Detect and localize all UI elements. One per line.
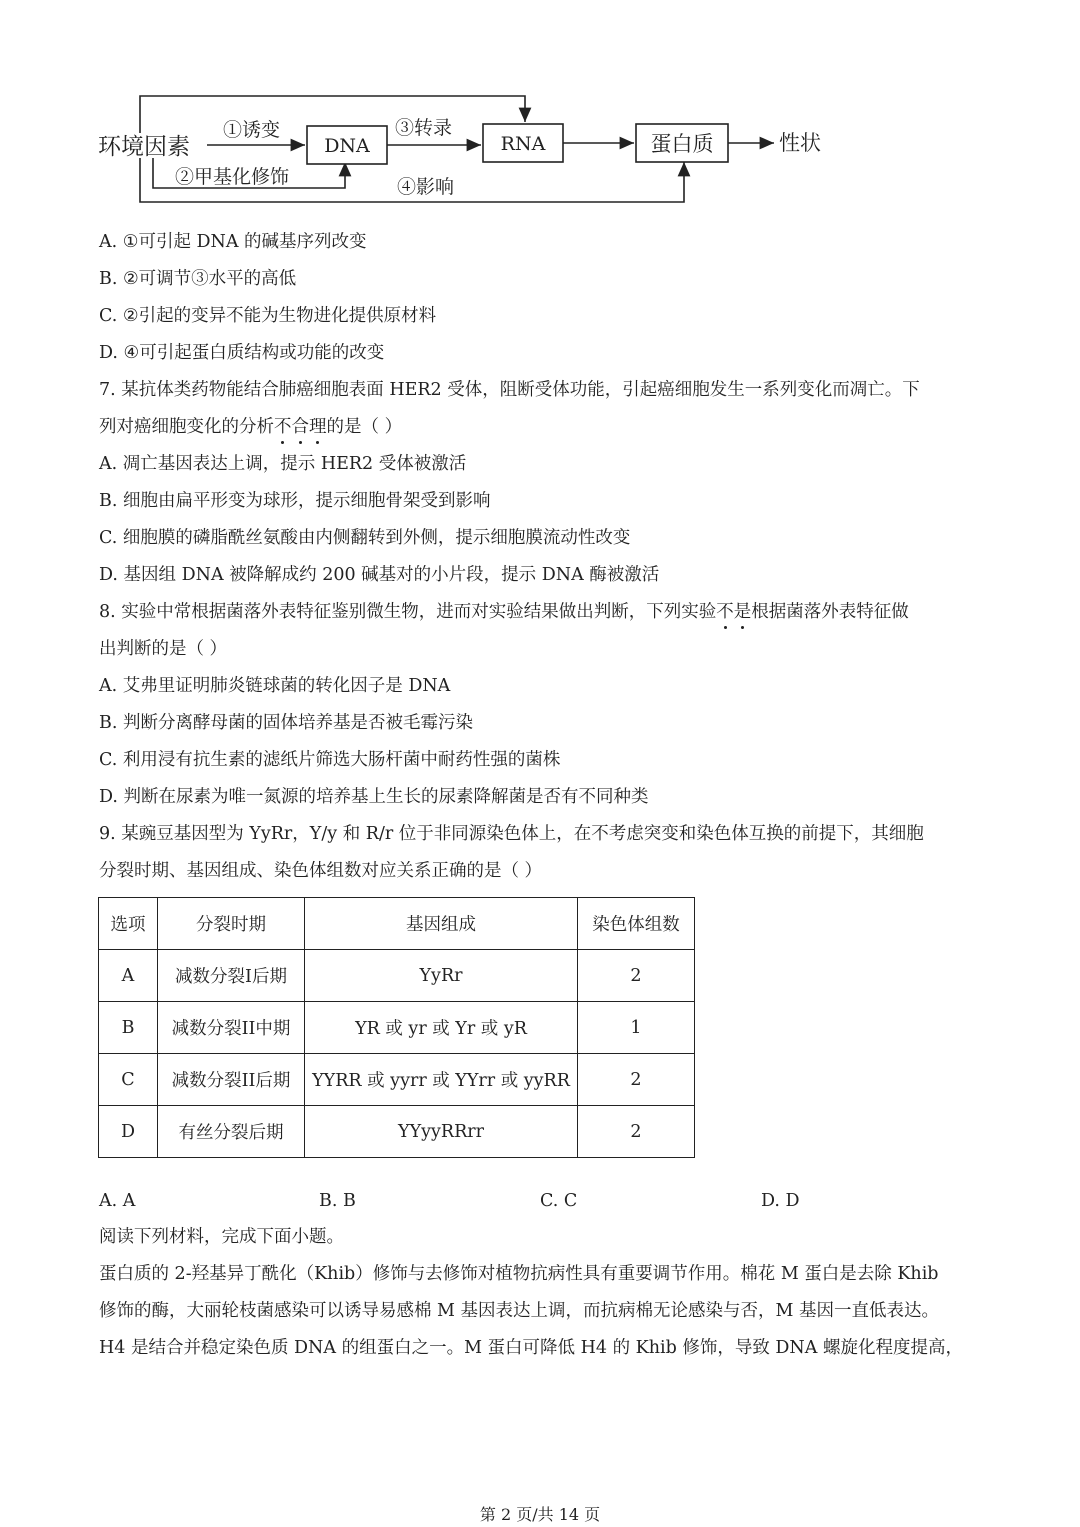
q8-stem-line1 xyxy=(99,600,909,624)
table-cell: 2 xyxy=(578,1054,695,1106)
q8-option-b: B. 判断分离酵母菌的固体培养基是否被毛霉污染 xyxy=(99,713,473,733)
q8-stem-post: 根据菌落外表特征做 xyxy=(751,602,909,622)
q8-option-d: D. 判断在尿素为唯一氮源的培养基上生长的尿素降解菌是否有不同种类 xyxy=(99,787,649,807)
q7-option-c: C. 细胞膜的磷脂酰丝氨酸由内侧翻转到外侧，提示细胞膜流动性改变 xyxy=(99,528,631,548)
table-row xyxy=(99,1054,695,1106)
q6-option-c: C. ②引起的变异不能为生物进化提供原材料 xyxy=(99,306,437,326)
table-cell: 减数分裂II中期 xyxy=(158,1002,305,1054)
step2-label: ②甲基化修饰 xyxy=(175,166,290,188)
table-header: 分裂时期 xyxy=(158,898,305,950)
emphasis-char: 理 xyxy=(309,417,327,437)
material-line1: 蛋白质的 2-羟基异丁酰化（Khib）修饰与去修饰对植物抗病性具有重要调节作用。棉花 M 蛋白是去除 Khib xyxy=(99,1264,939,1284)
table-cell: B xyxy=(99,1002,158,1054)
q8-stem-line2: 出判断的是（ ） xyxy=(99,639,228,659)
table-cell: 减数分裂II后期 xyxy=(158,1054,305,1106)
q7-stem-post: 的是（ ） xyxy=(326,417,403,437)
protein-label: 蛋白质 xyxy=(650,132,714,156)
table-cell: 2 xyxy=(578,1106,695,1158)
q9-table xyxy=(98,897,695,1158)
q9-stem-line1: 9. 某豌豆基因型为 YyRr，Y/y 和 R/r 位于非同源染色体上，在不考虑突变和染色体互换的前提下，其细胞 xyxy=(99,824,924,844)
q7-option-d: D. 基因组 DNA 被降解成约 200 碱基对的小片段，提示 DNA 酶被激活 xyxy=(99,565,660,585)
q6-option-a: A. ①可引起 DNA 的碱基序列改变 xyxy=(99,232,367,252)
emphasis-char: 不 xyxy=(716,602,734,622)
flow-diagram xyxy=(95,88,845,213)
table-cell: YYyyRRrr xyxy=(305,1106,578,1158)
table-cell: 1 xyxy=(578,1002,695,1054)
q8-option-c: C. 利用浸有抗生素的滤纸片筛选大肠杆菌中耐药性强的菌株 xyxy=(99,750,561,770)
table-cell: YYRR 或 yyrr 或 YYrr 或 yyRR xyxy=(305,1054,578,1106)
step1-label: ①诱变 xyxy=(223,119,281,141)
table-header: 选项 xyxy=(99,898,158,950)
table-header: 基因组成 xyxy=(305,898,578,950)
q6-option-b: B. ②可调节③水平的高低 xyxy=(99,269,297,289)
emphasis-char: 不 xyxy=(274,417,292,437)
rna-label: RNA xyxy=(500,133,546,155)
dna-label: DNA xyxy=(324,135,370,157)
q8-option-a: A. 艾弗里证明肺炎链球菌的转化因子是 DNA xyxy=(99,676,451,696)
q7-option-b: B. 细胞由扁平形变为球形，提示细胞骨架受到影响 xyxy=(99,491,491,511)
q9-choice-b: B. B xyxy=(319,1191,356,1211)
page-footer: 第 2 页/共 14 页 xyxy=(479,1505,601,1524)
step4-label: ④影响 xyxy=(397,176,455,198)
trait-label: 性状 xyxy=(779,131,821,155)
table-cell: D xyxy=(99,1106,158,1158)
material-line3: H4 是结合并稳定染色质 DNA 的组蛋白之一。M 蛋白可降低 H4 的 Khib 修饰，导致 DNA 螺旋化程度提高， xyxy=(99,1338,963,1358)
emphasis-char: 是 xyxy=(733,602,752,622)
q8-stem-pre: 8. 实验中常根据菌落外表特征鉴别微生物，进而对实验结果做出判断，下列实验 xyxy=(99,602,717,622)
table-row xyxy=(99,1106,695,1158)
table-cell: 有丝分裂后期 xyxy=(158,1106,305,1158)
emphasis-char: 合 xyxy=(291,417,309,437)
q7-stem-pre: 列对癌细胞变化的分析 xyxy=(99,417,274,437)
table-header-row xyxy=(99,898,695,950)
table-cell: YyRr xyxy=(305,950,578,1002)
q7-stem-line1: 7. 某抗体类药物能结合肺癌细胞表面 HER2 受体，阻断受体功能，引起癌细胞发生一系列变化而凋亡。下 xyxy=(99,380,920,400)
table-row xyxy=(99,1002,695,1054)
table-cell: 减数分裂I后期 xyxy=(158,950,305,1002)
table-cell: C xyxy=(99,1054,158,1106)
table-row xyxy=(99,950,695,1002)
q7-option-a: A. 凋亡基因表达上调，提示 HER2 受体被激活 xyxy=(99,454,467,474)
q9-choice-d: D. D xyxy=(761,1191,800,1211)
material-intro: 阅读下列材料，完成下面小题。 xyxy=(99,1227,344,1247)
table-cell: YR 或 yr 或 Yr 或 yR xyxy=(305,1002,578,1054)
q9-choice-c: C. C xyxy=(540,1191,578,1211)
table-header: 染色体组数 xyxy=(578,898,695,950)
table-cell: 2 xyxy=(578,950,695,1002)
table-cell: A xyxy=(99,950,158,1002)
env-label: 环境因素 xyxy=(98,134,190,160)
q9-stem-line2: 分裂时期、基因组成、染色体组数对应关系正确的是（ ） xyxy=(99,861,543,881)
q6-option-d: D. ④可引起蛋白质结构或功能的改变 xyxy=(99,343,385,363)
q9-choice-a: A. A xyxy=(99,1191,136,1211)
step3-label: ③转录 xyxy=(395,117,453,139)
material-line2: 修饰的酶，大丽轮枝菌感染可以诱导易感棉 M 基因表达上调，而抗病棉无论感染与否，M 基因一直低表达。 xyxy=(99,1301,940,1321)
q7-stem-line2 xyxy=(99,415,402,439)
